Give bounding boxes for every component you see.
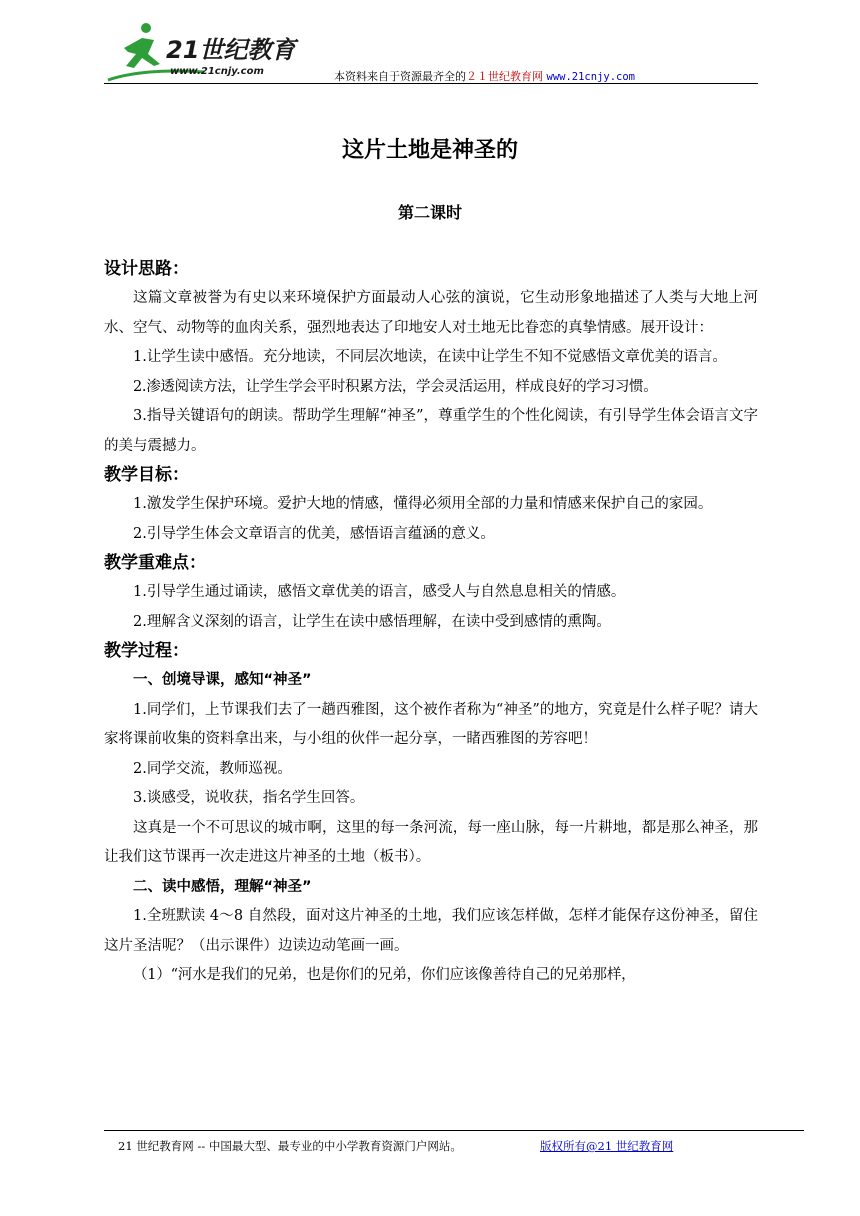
page-footer [118, 1138, 674, 1154]
svg-text:21世纪教育: 21世纪教育 [166, 36, 296, 64]
key-points-heading: 教学重难点： [104, 553, 206, 573]
source-url-link[interactable]: www.21cnjy.com [546, 71, 636, 83]
paragraph: （1）“河水是我们的兄弟，也是你们的兄弟，你们应该像善待自己的兄弟那样， [133, 967, 636, 983]
document-title: 这片土地是神圣的 [341, 138, 518, 163]
document-subtitle: 第二课时 [397, 203, 462, 222]
copyright-link[interactable]: 版权所有@21 世纪教育网 [540, 1139, 674, 1153]
paragraph: 1.让学生读中感悟。充分地读，不同层次地读，在读中让学生不知不觉感悟文章优美的语言。 [133, 349, 727, 365]
goal-heading: 教学目标： [104, 465, 189, 485]
paragraph: 这真是一个不可思议的城市啊，这里的每一条河流，每一座山脉，每一片耕地，都是那么神圣，那让我们这节课再一次走进这片神圣的土地（板书）。 [104, 819, 758, 865]
paragraph: 2.渗透阅读方法，让学生学会平时积累方法，学会灵活运用，样成良好的学习习惯。 [133, 378, 658, 395]
design-heading: 设计思路： [104, 259, 189, 279]
source-site: ２１世纪教育网 [466, 70, 543, 83]
paragraph: 1.激发学生保护环境。爱护大地的情感，懂得必须用全部的力量和情感来保护自己的家园。 [133, 496, 713, 512]
site-logo [104, 18, 314, 86]
paragraph: 2.引导学生体会文章语言的优美，感悟语言蕴涵的意义。 [133, 525, 495, 542]
paragraph: 2.理解含义深刻的语言，让学生在读中感悟理解，在读中受到感情的熏陶。 [133, 613, 611, 630]
footer-divider [104, 1130, 804, 1131]
paragraph: 这篇文章被誉为有史以来环境保护方面最动人心弦的演说，它生动形象地描述了人类与大地上河水、空气、动物等的血肉关系，强烈地表达了印地安人对土地无比眷恋的真挚情感。展开设计： [104, 290, 758, 336]
step1-heading: 一、创境导课，感知“神圣” [133, 672, 312, 688]
paragraph: 1.全班默读 4～8 自然段，面对这片神圣的土地，我们应该怎样做，怎样才能保存这份神圣，留住这片圣洁呢？（出示课件）边读边动笔画一画。 [104, 908, 758, 954]
paragraph: 2.同学交流，教师巡视。 [133, 760, 292, 777]
document-body [104, 255, 758, 991]
step2-heading: 二、读中感悟，理解“神圣” [133, 878, 312, 895]
svg-text:www.21cnjy.com: www.21cnjy.com [170, 66, 264, 77]
source-prefix: 本资料来自于资源最齐全的 [334, 70, 466, 83]
paragraph: 3.谈感受，说收获，指名学生回答。 [133, 790, 365, 806]
paragraph: 1.引导学生通过诵读，感悟文章优美的语言，感受人与自然息息相关的情感。 [133, 584, 626, 600]
paragraph: 1.同学们，上节课我们去了一趟西雅图，这个被作者称为“神圣”的地方，究竟是什么样子呢？请大家将课前收集的资料拿出来，与小组的伙伴一起分享，一睹西雅图的芳容吧！ [104, 701, 758, 747]
process-heading: 教学过程： [104, 641, 189, 661]
header-source-note [334, 68, 635, 84]
paragraph: 3.指导关键语句的朗读。帮助学生理解“神圣”，尊重学生的个性化阅读，有引导学生体会语言文字的美与震撼力。 [104, 408, 758, 454]
header-divider [104, 83, 758, 84]
footer-left-text: 21 世纪教育网 -- 中国最大型、最专业的中小学教育资源门户网站。 [118, 1139, 462, 1153]
